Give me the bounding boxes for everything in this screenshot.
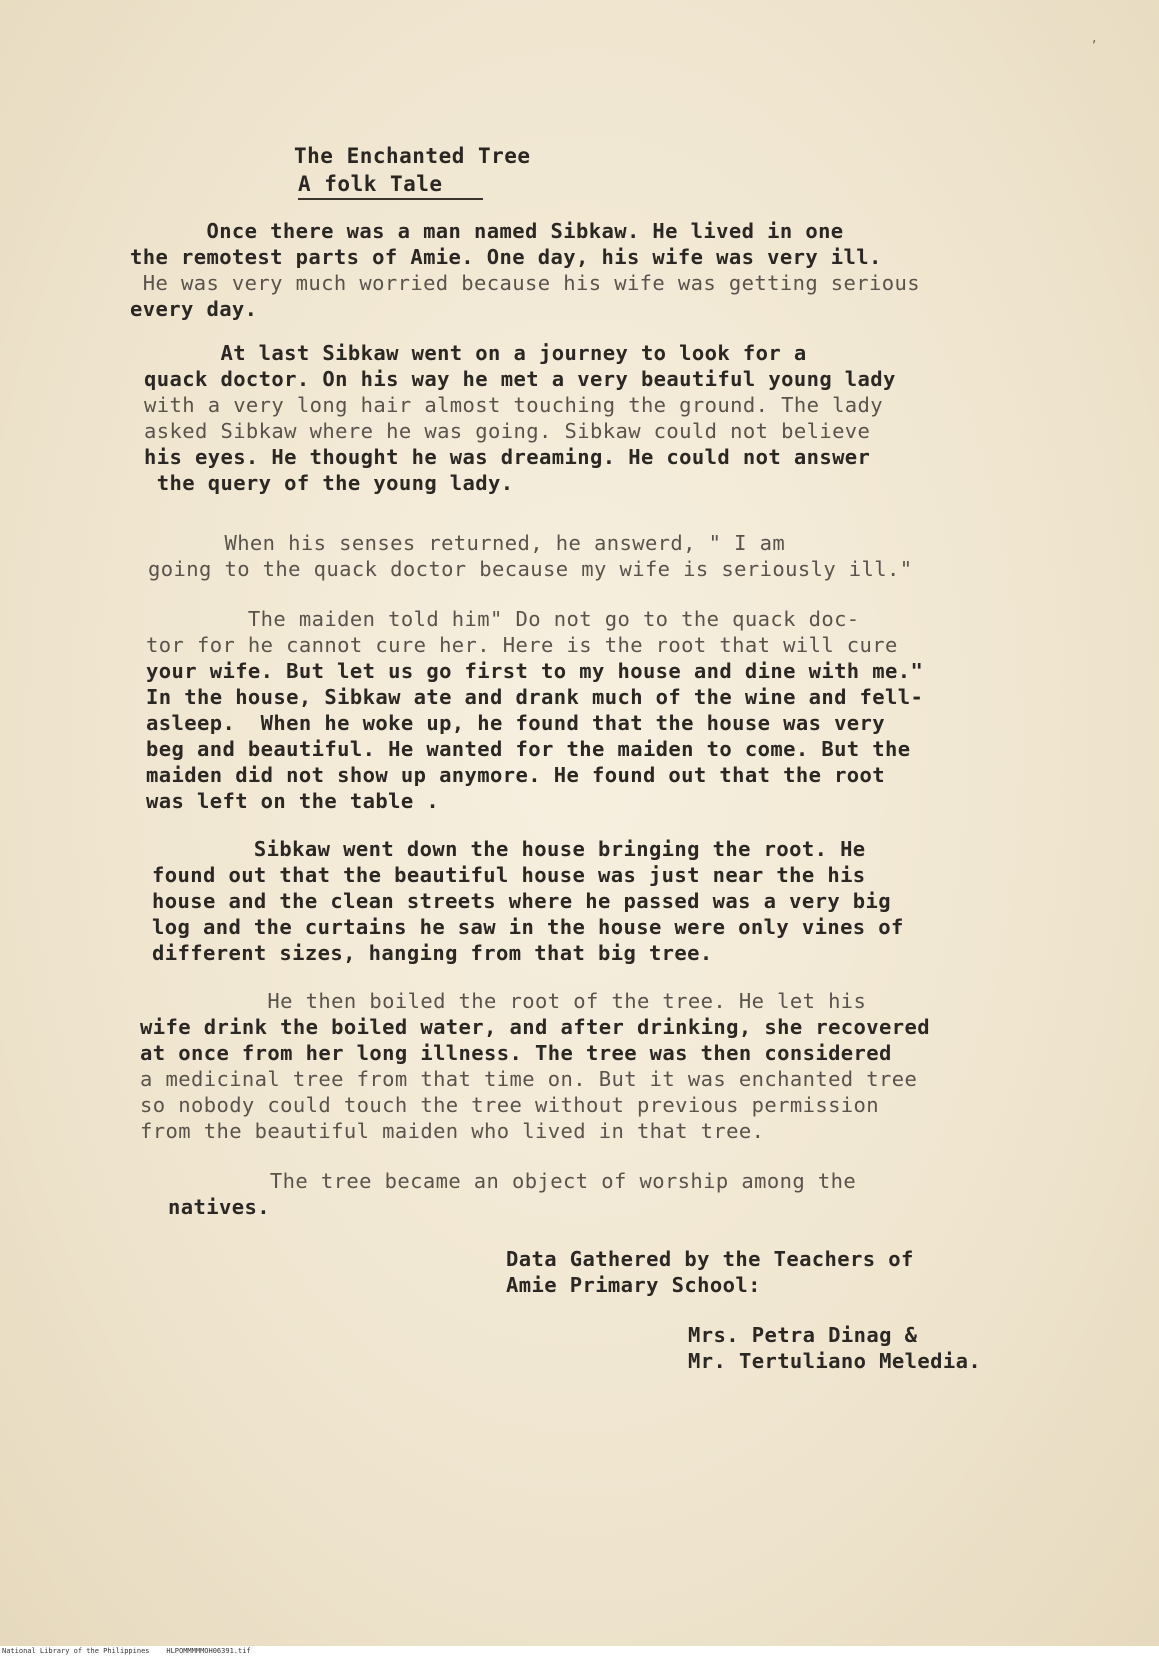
text-line: beg and beautiful. He wanted for the maiden to come. But the	[146, 737, 911, 761]
paragraph-2	[144, 340, 896, 496]
text-line: He then boiled the root of the tree. He let his	[140, 989, 867, 1013]
text-line: quack doctor. On his way he met a very beautiful young lady	[144, 367, 896, 391]
text-line: his eyes. He thought he was dreaming. He could not answer	[144, 445, 871, 469]
paragraph-1	[130, 218, 920, 322]
text-line: asked Sibkaw where he was going. Sibkaw could not believe	[144, 419, 871, 443]
page-subtitle: A folk Tale	[298, 170, 483, 200]
paragraph-7	[168, 1168, 856, 1220]
text-line: was left on the table .	[146, 789, 440, 813]
credit-block	[506, 1246, 914, 1298]
text-line: going to the quack doctor because my wife is seriously ill."	[148, 557, 913, 581]
text-line: The tree became an object of worship among the	[168, 1169, 857, 1193]
page-title: The Enchanted Tree	[294, 144, 531, 168]
text-line: He was very much worried because his wife was getting serious	[130, 271, 921, 295]
authors-block	[688, 1322, 981, 1374]
text-line: the query of the young lady.	[144, 471, 514, 495]
ink-mark: ,	[1092, 30, 1097, 46]
text-line: asleep. When he woke up, he found that the house was very	[146, 711, 886, 735]
text-line: house and the clean streets where he passed was a very big	[152, 889, 892, 913]
text-line: At last Sibkaw went on a journey to look for a	[144, 341, 807, 365]
text-line: different sizes, hanging from that big tree.	[152, 941, 713, 965]
paragraph-5	[152, 836, 904, 966]
text-line: When his senses returned, he answerd, " I am	[148, 531, 786, 555]
text-line: The maiden told him" Do not go to the quack doc-	[146, 607, 860, 631]
author-line: Mr. Tertuliano Meledia.	[688, 1349, 982, 1373]
text-line: maiden did not show up anymore. He found out that the root	[146, 763, 886, 787]
text-line: tor for he cannot cure her. Here is the root that will cure	[146, 633, 898, 657]
text-line: Once there was a man named Sibkaw. He lived in one	[130, 219, 844, 243]
text-line: from the beautiful maiden who lived in that tree.	[140, 1119, 765, 1143]
title-block	[294, 142, 531, 200]
paragraph-4	[146, 606, 923, 814]
paragraph-6	[140, 988, 930, 1144]
text-line: log and the curtains he saw in the house were only vines of	[152, 915, 904, 939]
paragraph-3	[148, 530, 913, 582]
author-line: Mrs. Petra Dinag &	[688, 1323, 918, 1347]
text-line: wife drink the boiled water, and after drinking, she recovered	[140, 1015, 931, 1039]
text-line: your wife. But let us go first to my house and dine with me."	[146, 659, 924, 683]
text-line: a medicinal tree from that time on. But it was enchanted tree	[140, 1067, 918, 1091]
text-line: the remotest parts of Amie. One day, his wife was very ill.	[130, 245, 882, 269]
text-line: found out that the beautiful house was just near the his	[152, 863, 866, 887]
text-line: every day.	[130, 297, 258, 321]
credit-line: Amie Primary School:	[506, 1273, 761, 1297]
credit-line: Data Gathered by the Teachers of	[506, 1247, 914, 1271]
text-line: so nobody could touch the tree without previous permission	[140, 1093, 880, 1117]
text-line: with a very long hair almost touching the ground. The lady	[144, 393, 884, 417]
footer-caption: National Library of the Philippines HLPOMMMMMOH06391.tif	[2, 1647, 251, 1655]
text-line: at once from her long illness. The tree was then considered	[140, 1041, 892, 1065]
text-line: Sibkaw went down the house bringing the root. He	[152, 837, 866, 861]
text-line: In the house, Sibkaw ate and drank much of the wine and fell-	[146, 685, 924, 709]
text-line: natives.	[168, 1195, 270, 1219]
